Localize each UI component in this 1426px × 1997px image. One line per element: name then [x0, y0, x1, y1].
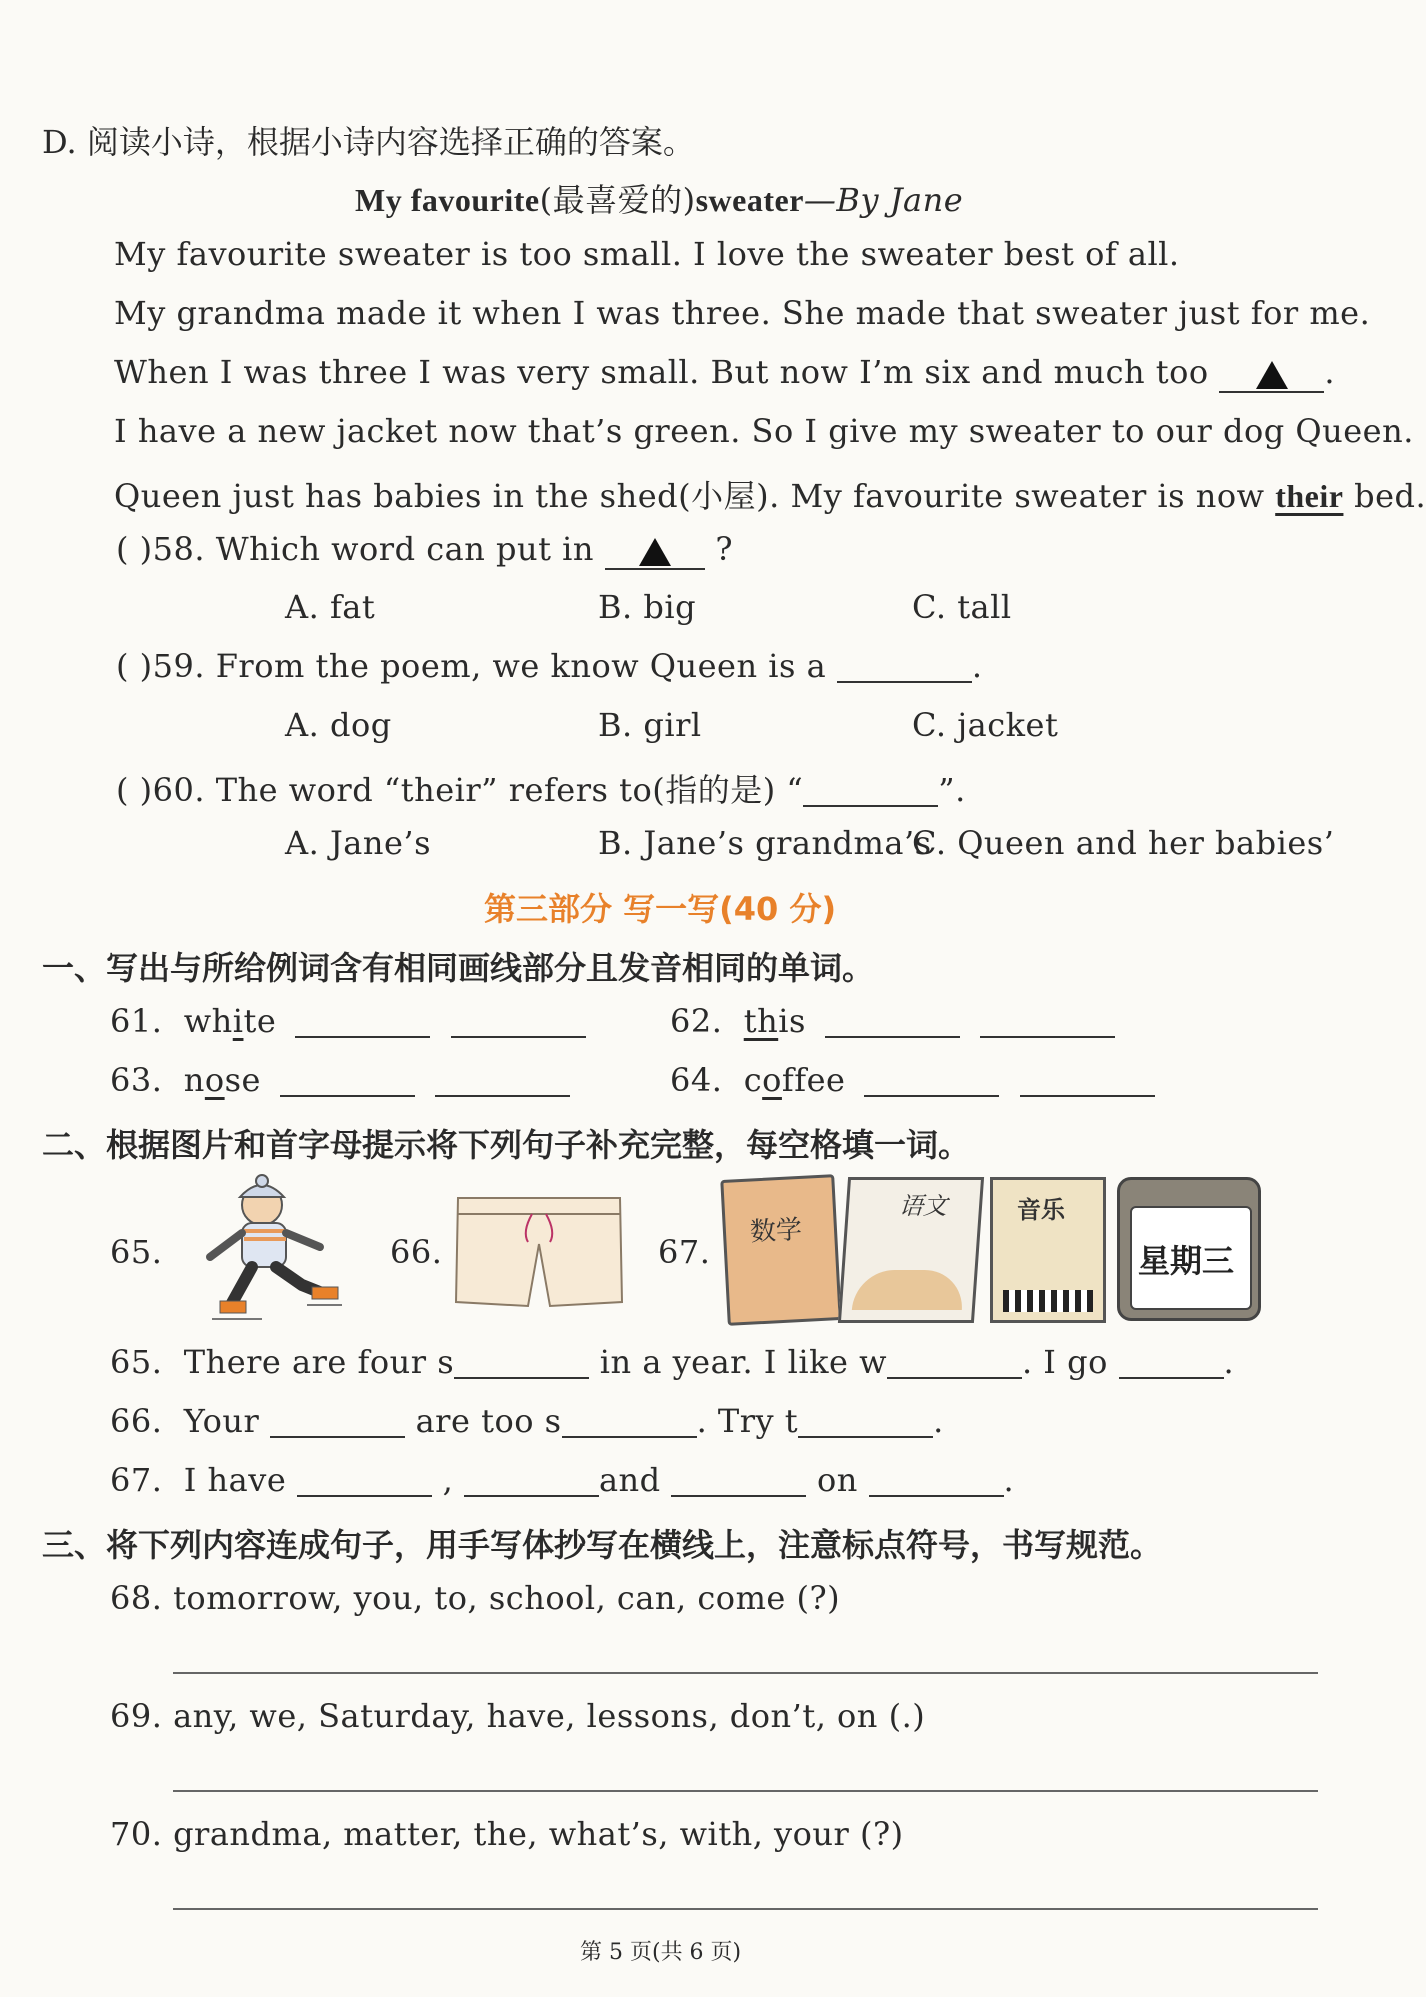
answer-blank[interactable] — [451, 1004, 586, 1038]
sentence-65: 65. There are four s in a year. I like w . I go . — [110, 1343, 1235, 1381]
answer-blank[interactable] — [270, 1404, 405, 1438]
answer-blank[interactable] — [869, 1463, 1004, 1497]
answer-blank[interactable] — [1020, 1063, 1155, 1097]
q60-option-c: C. Queen and her babies’ — [912, 824, 1335, 862]
q58-option-c: C. tall — [912, 588, 1012, 626]
reorder-item-68: 68. tomorrow, you, to, school, can, come (?) — [110, 1579, 841, 1617]
sentence-67: 67. I have , and on . — [110, 1461, 1015, 1499]
page-footer: 第 5 页(共 6 页) — [580, 1940, 742, 1965]
question-60: ( )60. The word “their” refers to(指的是) “ ”. — [116, 771, 966, 809]
triangle-icon — [639, 538, 671, 566]
pic-label-67: 67. — [658, 1233, 711, 1271]
answer-blank[interactable] — [605, 536, 705, 570]
q60-option-a: A. Jane’s — [285, 824, 431, 862]
writing-line-68[interactable] — [173, 1672, 1318, 1674]
q60-option-b: B. Jane’s grandma’s — [598, 824, 932, 862]
poem-line-4: I have a new jacket now that’s green. So I give my sweater to our dog Queen. — [114, 412, 1414, 450]
answer-blank[interactable] — [1119, 1345, 1224, 1379]
q59-option-b: B. girl — [598, 706, 702, 744]
question-58: ( )58. Which word can put in ? — [116, 530, 733, 568]
word-item-64: 64. coffee — [670, 1061, 1155, 1099]
answer-blank[interactable] — [435, 1063, 570, 1097]
chinese-book-label: 语文 — [898, 1192, 949, 1220]
poem-title: My favourite(最喜爱的)sweater—By Jane — [355, 181, 964, 219]
answer-blank[interactable] — [837, 649, 972, 683]
sentence-66: 66. Your are too s . Try t . — [110, 1402, 944, 1440]
word-item-61: 61. white — [110, 1002, 586, 1040]
word-item-63: 63. nose — [110, 1061, 570, 1099]
question-59: ( )59. From the poem, we know Queen is a . — [116, 647, 983, 685]
poem-line-1: My favourite sweater is too small. I love the sweater best of all. — [114, 235, 1180, 273]
answer-blank[interactable] — [297, 1463, 432, 1497]
math-book-label: 数学 — [749, 1214, 803, 1248]
math-book-picture — [720, 1174, 841, 1326]
answer-blank[interactable] — [887, 1345, 1022, 1379]
music-book-picture — [990, 1177, 1106, 1323]
answer-blank[interactable] — [295, 1004, 430, 1038]
q58-option-b: B. big — [598, 588, 697, 626]
triangle-icon — [1256, 361, 1288, 389]
answer-blank[interactable] — [825, 1004, 960, 1038]
poem-line-2: My grandma made it when I was three. She made that sweater just for me. — [114, 294, 1371, 332]
pic-label-66: 66. — [390, 1233, 443, 1271]
music-book-label: 音乐 — [1017, 1196, 1065, 1224]
reorder-item-69: 69. any, we, Saturday, have, lessons, don’t, on (.) — [110, 1697, 926, 1735]
answer-blank[interactable] — [980, 1004, 1115, 1038]
answer-blank[interactable] — [803, 773, 938, 807]
answer-blank[interactable] — [562, 1404, 697, 1438]
q59-option-c: C. jacket — [912, 706, 1059, 744]
answer-blank[interactable] — [454, 1345, 589, 1379]
q59-option-a: A. dog — [285, 706, 392, 744]
calendar-label: 星期三 — [1138, 1242, 1235, 1280]
shorts-picture — [452, 1192, 626, 1312]
part-3-title: 第三部分 写一写(40 分) — [484, 890, 837, 928]
section-3-heading: 三、将下列内容连成句子，用手写体抄写在横线上，注意标点符号，书写规范。 — [42, 1526, 1163, 1564]
answer-blank[interactable] — [464, 1463, 599, 1497]
chinese-book-picture — [838, 1177, 984, 1323]
q58-option-a: A. fat — [285, 588, 376, 626]
word-their: their — [1275, 478, 1344, 514]
calendar-picture — [1117, 1177, 1261, 1321]
word-item-62: 62. this — [670, 1002, 1115, 1040]
writing-line-70[interactable] — [173, 1908, 1318, 1910]
reorder-item-70: 70. grandma, matter, the, what’s, with, your (?) — [110, 1815, 904, 1853]
poem-line-5: Queen just has babies in the shed(小屋). My favourite sweater is now their bed. — [114, 477, 1426, 515]
answer-blank[interactable] — [864, 1063, 999, 1097]
skater-picture — [192, 1175, 347, 1325]
writing-line-69[interactable] — [173, 1790, 1318, 1792]
triangle-blank — [1219, 359, 1324, 393]
answer-blank[interactable] — [280, 1063, 415, 1097]
answer-blank[interactable] — [798, 1404, 933, 1438]
answer-blank[interactable] — [671, 1463, 806, 1497]
pic-label-65: 65. — [110, 1233, 163, 1271]
section-2-heading: 二、根据图片和首字母提示将下列句子补充完整，每空格填一词。 — [42, 1126, 971, 1164]
poem-line-3: When I was three I was very small. But now I’m six and much too . — [114, 353, 1336, 391]
section-d-heading: D. 阅读小诗，根据小诗内容选择正确的答案。 — [42, 123, 695, 161]
section-1-heading: 一、写出与所给例词含有相同画线部分且发音相同的单词。 — [42, 949, 875, 987]
